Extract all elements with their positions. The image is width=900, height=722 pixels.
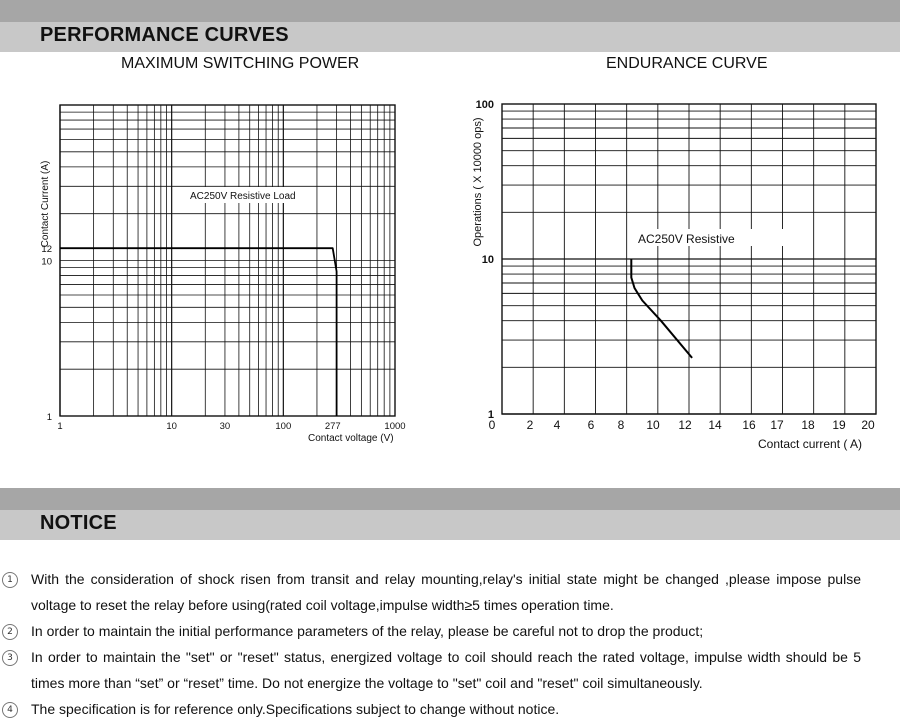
notice-number: 4 bbox=[2, 702, 18, 718]
endurance-x-tick-label: 12 bbox=[678, 418, 692, 432]
endurance-x-tick-label: 16 bbox=[742, 418, 756, 432]
switching-y-tick-label: 10 bbox=[41, 256, 52, 268]
performance-section-title: PERFORMANCE CURVES bbox=[40, 24, 289, 46]
notice-text: With the consideration of shock risen from transit and relay mounting,relay's initial state might be changed ,please impose pulse voltage to reset the relay before using(rated coil voltage,impulse width≥5 times operation time. bbox=[31, 571, 861, 613]
endurance-y-tick-label: 100 bbox=[475, 99, 494, 111]
endurance-x-tick-label: 19 bbox=[832, 418, 846, 432]
notice-text: In order to maintain the initial performance parameters of the relay, please be careful not to drop the product; bbox=[31, 623, 704, 639]
notice-text: The specification is for reference only.Specifications subject to change without notice. bbox=[31, 701, 560, 717]
switching-x-tick-label: 10 bbox=[166, 421, 177, 432]
switching-x-tick-label: 1 bbox=[57, 421, 63, 432]
switching-series-line bbox=[60, 248, 337, 416]
endurance-x-tick-label: 18 bbox=[801, 418, 815, 432]
performance-header-band bbox=[0, 0, 900, 52]
notice-text: In order to maintain the "set" or "reset" status, energized voltage to coil should reach the rated voltage, impulse width should be 5 times more than “set” or “reset” time. Do not energize the voltage to "set" coil and "reset" coil simultaneously. bbox=[31, 649, 861, 691]
endurance-x-tick-label: 2 bbox=[526, 418, 534, 432]
endurance-x-tick-label: 20 bbox=[861, 418, 875, 432]
endurance-x-tick-label: 8 bbox=[617, 418, 625, 432]
endurance-x-tick-label: 0 bbox=[488, 418, 496, 432]
notice-section-title: NOTICE bbox=[40, 512, 117, 534]
switching-x-tick-label: 1000 bbox=[384, 421, 406, 432]
endurance-xlabel: Contact current ( A) bbox=[758, 437, 863, 451]
notice-number: 1 bbox=[2, 572, 18, 588]
notice-header-band bbox=[0, 488, 900, 540]
switching-x-tick-label: 30 bbox=[219, 421, 231, 432]
endurance-chart bbox=[450, 86, 900, 466]
notice-number: 2 bbox=[2, 624, 18, 640]
endurance-y-tick-label: 10 bbox=[481, 254, 494, 266]
switching-x-tick-label: 100 bbox=[275, 421, 292, 432]
switching-y-tick-label: 12 bbox=[41, 244, 52, 256]
endurance-x-tick-label: 10 bbox=[646, 418, 660, 432]
endurance-x-tick-label: 14 bbox=[708, 418, 722, 432]
switching-y-tick-label: 1 bbox=[46, 412, 52, 423]
switching-ylabel: Contact Current (A) bbox=[40, 160, 51, 248]
endurance-x-tick-label: 4 bbox=[553, 418, 561, 432]
switching-x-tick-label: 277 bbox=[324, 421, 341, 432]
endurance-series-label: AC250V Resistive bbox=[638, 232, 735, 246]
endurance-y-tick-label: 1 bbox=[487, 409, 494, 421]
endurance-ylabel-line1: Operations ( X 10000 ops) bbox=[472, 117, 484, 247]
switching-xlabel: Contact voltage (V) bbox=[308, 433, 394, 444]
endurance-x-tick-label: 6 bbox=[587, 418, 595, 432]
notice-number: 3 bbox=[2, 650, 18, 666]
switching-chart-title: MAXIMUM SWITCHING POWER bbox=[121, 55, 360, 72]
switching-power-chart bbox=[0, 86, 450, 466]
endurance-x-tick-label: 17 bbox=[770, 418, 784, 432]
switching-series-label: AC250V Resistive Load bbox=[190, 191, 296, 202]
endurance-chart-title: ENDURANCE CURVE bbox=[606, 55, 768, 72]
